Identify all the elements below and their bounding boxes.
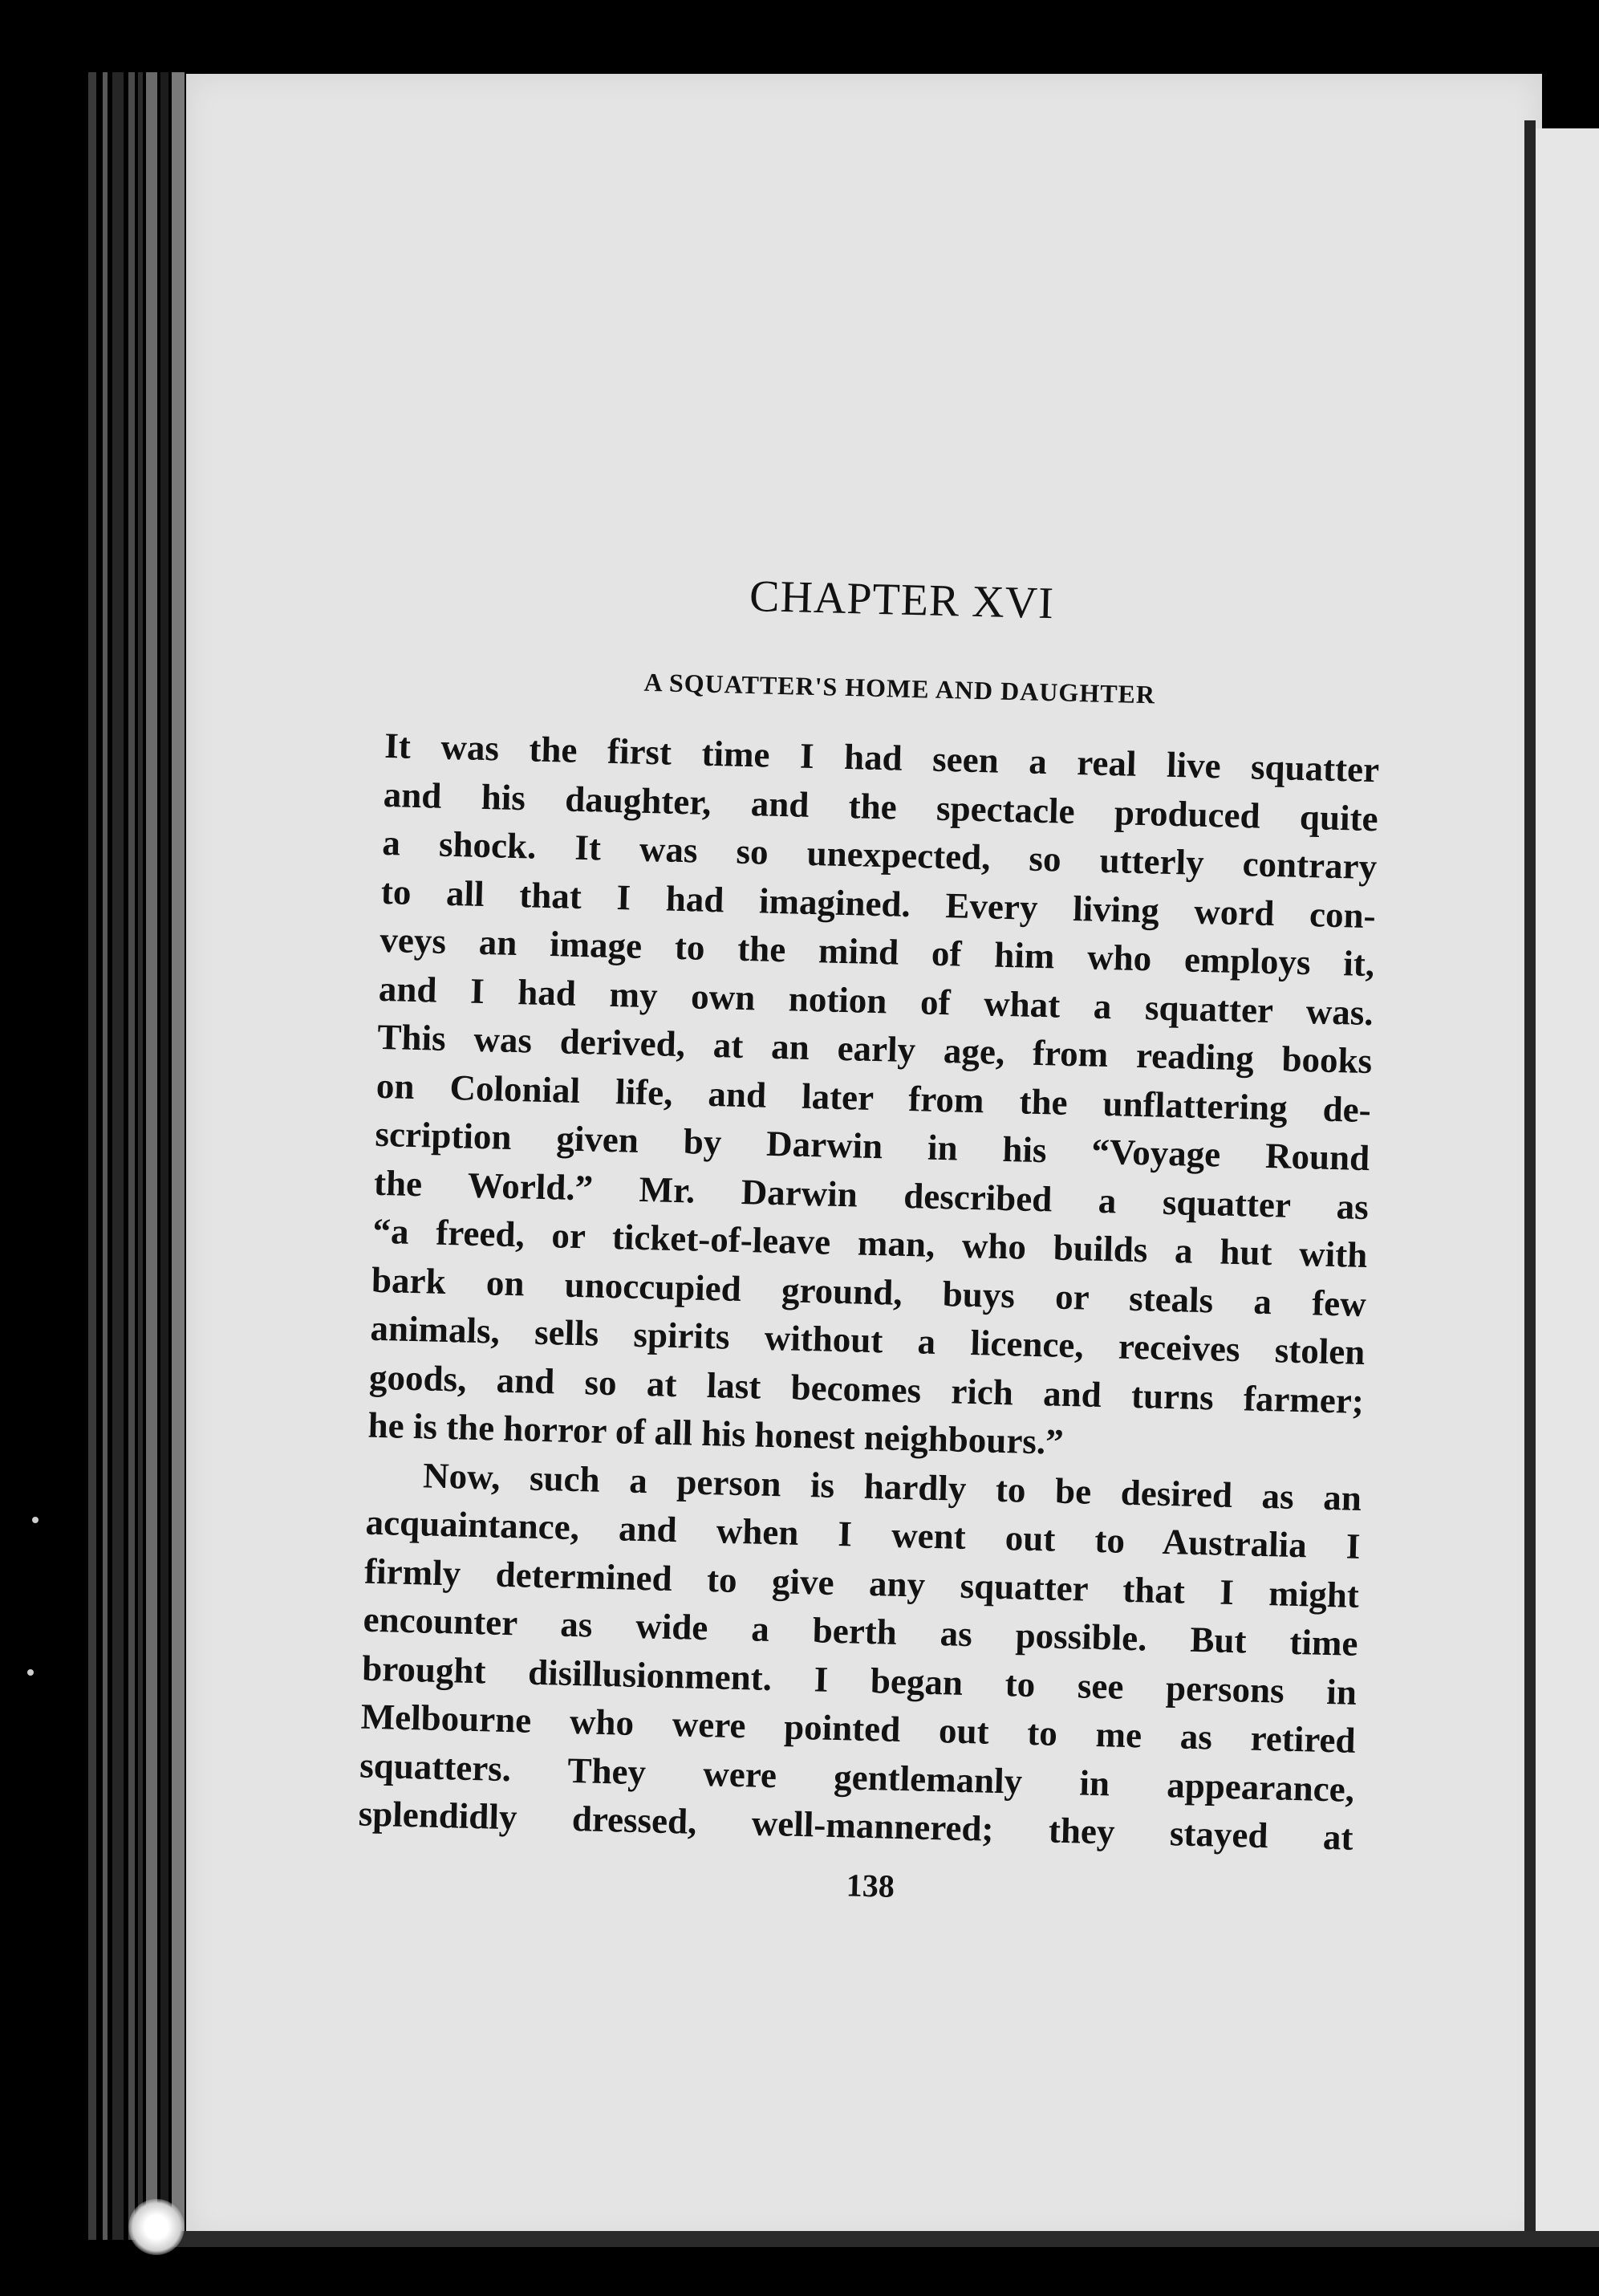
page-gutter [1524,120,1536,2231]
chapter-subtitle: A SQUATTER'S HOME AND DAUGHTER [643,667,1156,709]
text-line: “a freed, or ticket-of-leave man, who builds a hut with [372,1210,1368,1276]
text-line: animals, sells spirits without a licence, receives stolen [370,1307,1366,1373]
text-line: and his daughter, and the spectacle produced quite [383,774,1379,839]
book-edge [160,72,168,2240]
text-line: This was derived, at an early age, from reading books [376,1016,1373,1082]
text-line: splendidly dressed, well-mannered; they stayed at [358,1793,1354,1858]
text-line: Melbourne who were pointed out to me as retired [360,1696,1357,1761]
text-line: the World.” Mr. Darwin described a squatter as [373,1162,1370,1227]
facing-page-edge [1536,128,1599,2231]
book-edge [112,72,124,2240]
text-line: It was the first time I had seen a real live squatter [384,725,1380,790]
text-line: bark on unoccupied ground, buys or steals a few [371,1259,1367,1324]
text-line: scription given by Darwin in his “Voyage Round [374,1113,1370,1179]
text-line: firmly determined to give any squatter that I might [363,1550,1360,1615]
text-line: goods, and so at last becomes rich and turns farmer; [368,1356,1365,1421]
text-line: acquaintance, and when I went out to Australia I [365,1502,1361,1567]
chapter-title: CHAPTER XVI [749,571,1055,629]
text-line: veys an image to the mind of him who employs it, [379,919,1375,985]
speck [27,1669,34,1676]
book-edge [172,72,185,2240]
paragraph-2 [358,1449,1362,1862]
paper-smudge [128,2199,185,2255]
text-line: encounter as wide a berth as possible. But time [363,1599,1359,1664]
text-line: brought disillusionment. I began to see persons in [361,1648,1358,1713]
book-edge [138,72,143,2240]
book-edge [103,72,108,2240]
paragraph-1 [367,721,1380,1474]
text-line: a shock. It was so unexpected, so utterly contrary [381,822,1378,888]
text-line: he is the horror of all his honest neighbours.” [367,1404,1065,1462]
page-text [357,562,1384,1916]
speck [32,1517,39,1523]
text-line: on Colonial life, and later from the unflattering de- [375,1065,1372,1130]
page-bottom-edge [160,2231,1599,2247]
book-edge [88,72,96,2240]
book-edge [128,72,135,2240]
text-line: squatters. They were gentlemanly in appearance, [359,1745,1355,1810]
text-line: Now, such a person is hardly to be desired as an [422,1454,1362,1518]
text-line: to all that I had imagined. Every living word con- [380,871,1377,936]
page-number: 138 [846,1866,895,1904]
text-line: and I had my own notion of what a squatter was. [378,968,1374,1033]
book-edge [146,72,157,2240]
